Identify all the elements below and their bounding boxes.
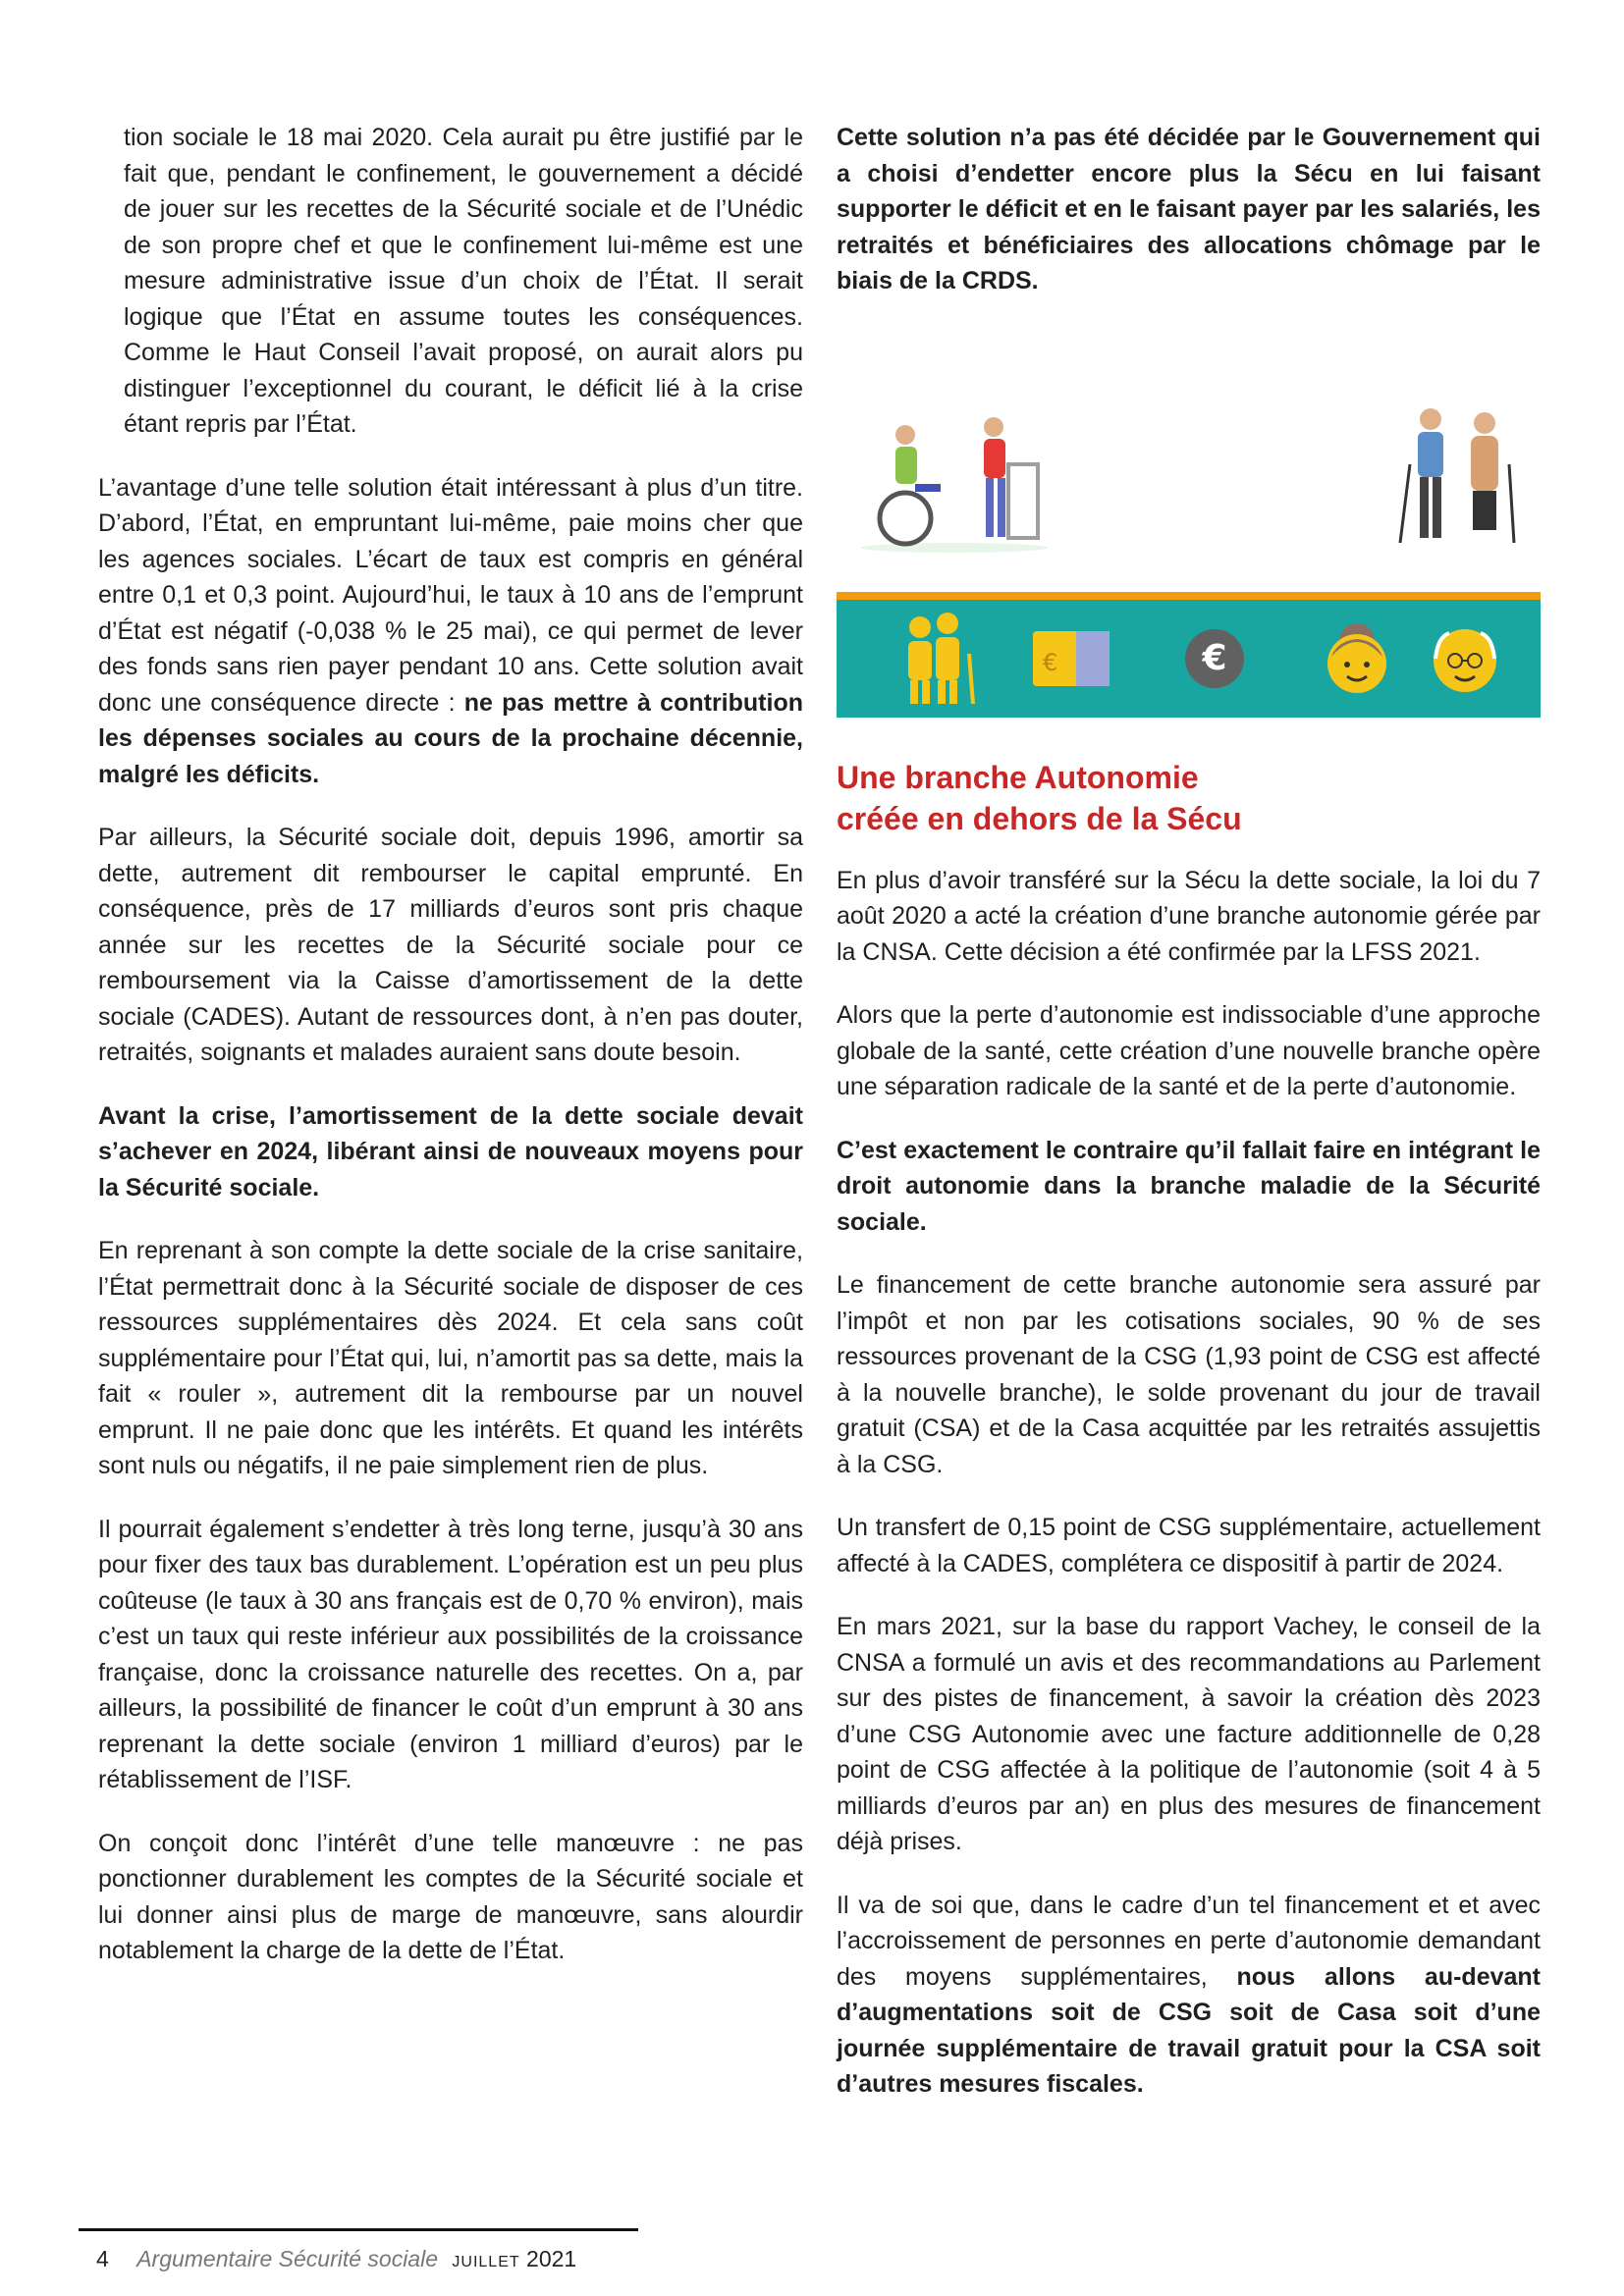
right-column: [837, 120, 1541, 2130]
paragraph-vachey: En mars 2021, sur la base du rapport Vachey, le conseil de la CNSA a formulé un avis et des recommandations au Parlement sur des pistes de financement, à savoir la création dès 2023 d’une CSG Autonomie avec une facture additionnelle de 0,28 point de CSG affectée à la politique de l’autonomie (soit 4 à 5 milliards d’euros par an) en plus des mesures de financement déjà prises.: [837, 1613, 1541, 1855]
paragraph-increases: Il va de soi que, dans le cadre d’un tel financement et et avec l’accroissement de personnes en perte d’autonomie demandant des moyens supplémentaires, nous allons au-devant d’augmentations soit de CSG soit de Casa soit d’une journée supplémentaire de travail gratuit pour la CSA soit d’autres mesures fiscales.: [837, 1891, 1541, 2098]
paragraph-government-decision: Cette solution n’a pas été décidée par le Gouvernement qui a choisi d’endetter encore plus la Sécu en lui faisant supporter le déficit et en le faisant payer par les salariés, les retraités et bénéficiaires des allocations chômage par le biais de la CRDS.: [837, 124, 1541, 294]
paragraph-long-term: Il pourrait également s’endetter à très long terne, jusqu’à 30 ans pour fixer des taux bas durablement. L’opération est un peu plus coûteuse (le taux à 30 ans français est de 0,70 % environ), mais c’est un taux qui reste inférieur aux possibilités de la croissance française, donc la croissance naturelle des recettes. On a, par ailleurs, la possibilité de financer le coût d’un emprunt à 30 ans reprenant la dette sociale (environ 1 milliard d’euros) par le rétablissement de l’ISF.: [98, 1515, 803, 1793]
wheelchair-walker-icon: [856, 415, 1053, 553]
page-number: 4: [96, 2246, 109, 2271]
icon-banner: [837, 592, 1541, 718]
section-heading: Une branche Autonomie créée en dehors de la Sécu: [837, 759, 1242, 836]
elderly-illustration: [837, 327, 1541, 592]
publication-month: juillet: [452, 2246, 520, 2271]
paragraph-separation: Alors que la perte d’autonomie est indissociable d’une approche globale de la santé, cette création d’une nouvelle branche opère une séparation radicale de la santé et de la perte d’autonomie.: [837, 1001, 1541, 1100]
paragraph-cades: Par ailleurs, la Sécurité sociale doit, depuis 1996, amortir sa dette, autrement dit rembourser le capital emprunté. En conséquence, près de 17 milliards d’euros sont pris chaque année sur les recettes de la Sécurité sociale pour ce remboursement via la Caisse d’amortissement de la dette sociale (CADES). Autant de ressources dont, à n’en pas douter, retraités, soignants et malades auraient sans doute besoin.: [98, 824, 803, 1066]
paragraph-advantage: L’avantage d’une telle solution était intéressant à plus d’un titre. D’abord, l’État, en empruntant lui-même, paie moins cher que les agences sociales. L’écart de taux est compris en général entre 0,1 et 0,3 point. Aujourd’hui, le taux à 10 ans de l’emprunt d’État est négatif (-0,038 % le 25 mai), ce qui permet de lever des fonds sans rien payer pendant 10 ans. Cette solution avait donc une conséquence directe : ne pas mettre à contribution les dépenses sociales au cours de la prochaine décennie, malgré les déficits.: [98, 473, 803, 788]
elderly-couple-icon: [891, 610, 979, 708]
euro-coin-icon: €: [1185, 629, 1244, 688]
page-footer: [96, 2246, 576, 2272]
grandmother-face-icon: [1318, 619, 1396, 698]
elderly-couple-standing-icon: [1386, 405, 1534, 553]
left-column: [98, 120, 803, 1997]
grandfather-face-icon: [1426, 619, 1504, 698]
publication-year: 2021: [526, 2246, 577, 2271]
paragraph-state-debt: En reprenant à son compte la dette sociale de la crise sanitaire, l’État permettrait donc à la Sécurité sociale de disposer de ces ressources supplémentaires dès 2024. Et cela sans coût supplémentaire pour l’État qui, lui, n’amortit pas sa dette, mais la fait « rouler », autrement dit la rembourse par un nouvel emprunt. Il ne paie donc que les intérêts. Et quand les intérêts sont nuls ou négatifs, il ne paie simplement rien de plus.: [98, 1237, 803, 1479]
paragraph-continuation: tion sociale le 18 mai 2020. Cela aurait pu être justifié par le fait que, pendant le confinement, le gouvernement a décidé de jouer sur les recettes de la Sécurité sociale et de l’Unédic de son propre chef et que le confinement lui-même est une mesure administrative issue d’un choix de l’État. Il serait logique que l’État en assume toutes les conséquences. Comme le Haut Conseil l’avait proposé, on aurait alors pu distinguer l’exceptionnel du courant, le déficit lié à la crise étant repris par l’État.: [124, 124, 803, 438]
card-icon: [1033, 631, 1111, 690]
publication-title: Argumentaire Sécurité sociale: [136, 2246, 439, 2271]
paragraph-contrary: C’est exactement le contraire qu’il fallait faire en intégrant le droit autonomie dans la branche maladie de la Sécurité sociale.: [837, 1136, 1541, 1236]
footer-rule: [79, 2228, 638, 2231]
svg-text:€: €: [1043, 648, 1058, 676]
paragraph-conclusion: On conçoit donc l’intérêt d’une telle manœuvre : ne pas ponctionner durablement les comptes de la Sécurité sociale et lui donner ainsi plus de marge de manœuvre, sans alourdir notablement la charge de la dette de l’État.: [98, 1829, 803, 1964]
paragraph-transfer: Un transfert de 0,15 point de CSG supplémentaire, actuellement affecté à la CADES, complétera ce dispositif à partir de 2024.: [837, 1514, 1541, 1577]
paragraph-branch-creation: En plus d’avoir transféré sur la Sécu la dette sociale, la loi du 7 août 2020 a acté la création d’une branche autonomie gérée par la CNSA. Cette décision a été confirmée par la LFSS 2021.: [837, 866, 1541, 966]
paragraph-financing: Le financement de cette branche autonomie sera assuré par l’impôt et non par les cotisations sociales, 90 % de ses ressources provenant de la CSG (1,93 point de CSG est affecté à la nouvelle branche), le solde provenant du jour de travail gratuit (CSA) et de la Casa acquittée par les retraités assujettis à la CSG.: [837, 1271, 1541, 1478]
paragraph-before-crisis: Avant la crise, l’amortissement de la dette sociale devait s’achever en 2024, libérant ainsi de nouveaux moyens pour la Sécurité sociale.: [98, 1101, 803, 1201]
